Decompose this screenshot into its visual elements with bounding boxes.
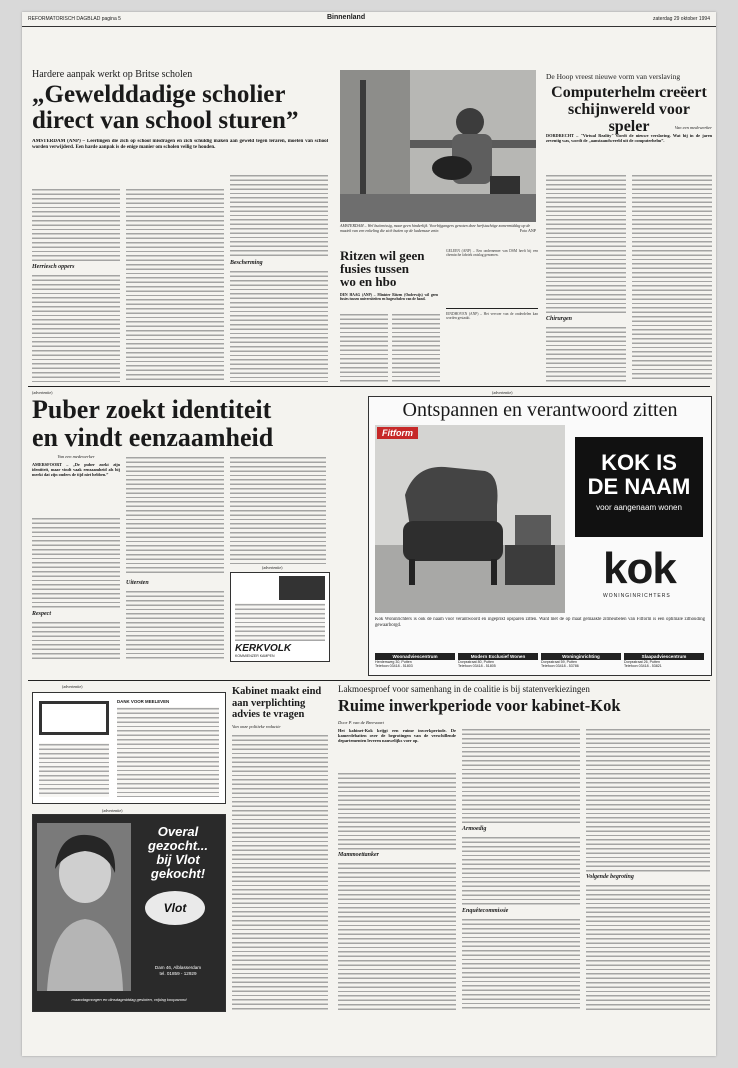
vlot-address: Dam 46, Alblasserdam [154,965,202,970]
article2-col1 [546,174,626,314]
vlot-phone: tel. 01859 - 12929 [159,971,197,976]
article3-col1 [340,313,388,383]
article3-headline-line3: wo en hbo [340,274,397,289]
vlot-footer: maandagmorgen en dinsdagmiddag gesloten, vrijdag koopavond [71,997,187,1002]
paper-name: REFORMATORISCH DAGBLAD pagina 5 [28,16,121,22]
store-4-street: Dorpsstraat 26, Putten [624,660,660,664]
article2-col1b [546,326,626,382]
kok-ad-headline: Ontspannen en verantwoord zitten [402,399,678,421]
article6-col1b [338,862,456,1010]
article1-subhead2: Bescherming [230,260,263,266]
vlot-headline-line3: bij Vlot [156,852,200,867]
store-1-phone: Telefoon 03418 - 51803 [375,664,413,669]
photo-caption [340,224,536,234]
store-1-name: Woonadviescentrum [375,653,455,660]
article5-byline: Van onze politieke redactie [232,724,281,729]
kok-claim-box [575,437,703,537]
article6-lead: Het kabinet-Kok krijgt een ruime inwerkperiode. De kamerdebatten over de begrotingen van de verschillende departementen leveren nauwelijks voer op. [338,728,456,744]
article3-lead: DEN HAAG (ANP) – Minister Ritzen (Onderwijs) wil geen fusies tussen universiteiten en hogescholen van de hand. [340,293,438,302]
kok-ad-body: Kok Woninrichters is ook dé naam voor verantwoord en ingeprikt opsparen zitten. Want met de op maat gemaakte zitmeubelen van Fitform is een optimale zithouding gewaarborgd. [375,617,705,628]
store-1-street: Herdersweg 30, Putten [375,660,412,664]
article4-subhead1: Respect [32,611,51,617]
article4-byline: Van een medewerker [57,454,95,459]
store-3 [541,653,621,669]
article6-headline: Ruime inwerkperiode voor kabinet-Kok [338,696,621,715]
article4-subhead2: Uitersten [126,580,149,586]
notice-right-text [117,707,219,797]
vlot-headline-line2: gezocht... [148,838,208,853]
ad-label-left: (advertentie) [32,390,53,395]
store-4-phone: Telefoon 03418 - 53821 [624,664,662,669]
article6-subhead2: Mammoettanker [338,852,380,858]
store-2 [458,653,538,669]
article4-headline [32,396,362,452]
article1-subhead1: Herriesch oppers [32,264,75,270]
article4-col2b [126,590,224,660]
store-3-name: Woninginrichting [541,653,621,660]
kerkvolk-ad-text [235,603,325,641]
vlot-headline-line4: gekocht! [150,866,206,881]
kerkvolk-ad [230,572,330,662]
kok-claim-line2: DE NAAM [587,474,691,499]
vlot-headline-line1: Overal [157,824,199,839]
armchair-photo [375,425,565,613]
article3-headline [340,249,440,288]
article1-col3b [230,270,328,382]
article1-headline [32,82,332,134]
newspaper-page [22,12,716,1056]
notice-advertisement [32,692,226,804]
issue-date: zaterdag 29 oktober 1994 [653,16,710,22]
article6-col2c [462,918,580,1010]
kok-logo-sub: WONINGINRICHTERS [603,593,671,599]
article5-body [232,734,328,1010]
store-2-street: Dorpsstraat 80, Putten [458,660,494,664]
notice-title: DANK VOOR MEELEVEN [117,699,170,704]
article6-subhead4: Volgende begroting [586,874,634,880]
store-3-street: Dorpsstraat 59, Putten [541,660,577,664]
kerkvolk-title: KERKVOLK [235,643,292,654]
vlot-headline [135,825,221,881]
store-4 [624,653,704,669]
article4-col1 [32,517,120,609]
photo-credit: Foto ANP [519,227,536,233]
store-1 [375,653,455,669]
notice-left-text [39,743,109,797]
article3-col2 [392,313,440,383]
ad-label-kok: (advertentie) [492,390,513,395]
article3-headline-line1: Ritzen wil geen [340,248,425,263]
article2-subhead: Chirurgen [546,316,573,322]
vlot-contact [135,965,221,977]
article6-col3b [586,884,710,1010]
article5-headline-line3: advies te vragen [232,709,305,720]
article4-headline-line1: Puber zoekt identiteit [32,395,272,424]
ad-label-notice: (advertentie) [62,684,83,689]
kok-advertisement [368,396,712,676]
kerkvolk-sub: KOMMIENZER KAMPEN [235,654,275,658]
kok-stores [375,653,705,675]
kerkvolk-box [279,576,325,600]
ad-label-vlot: (advertentie) [102,808,123,813]
ad-label-kerkvolk: (advertentie) [262,565,283,570]
article2-col2 [632,174,712,382]
store-3-phone: Telefoon 03418 - 53786 [541,664,579,669]
article2-headline-line2: schijnwereld voor speler [568,101,690,135]
article6-kicker: Lakmoesproef voor samenhang in de coalitie is bij statenverkiezingen [338,684,590,694]
brief-2: EINDHOVEN (ANP) – Het vervoer van de onderdelen kan worden gestaakt. [446,312,538,321]
article2-kicker: De Hoop vreest nieuwe vorm van verslaving [546,72,681,81]
article4-col3 [230,456,326,564]
article6-subhead1: Armoedig [462,826,487,832]
page-header [22,12,716,27]
brief-1: GELEEN (ANP) – Een ondernemer van DSM heeft bij een chemische fabriek ontslag genomen. [446,249,538,258]
article2-lead: DORDRECHT – "Virtual Reality" wordt de nieuwe verslaving. Wat bij in de jaren zeventig was, wordt de „aanstaandwereld uit de computerhelm”. [546,133,712,143]
article6-subhead3: Enquêtecommissie [462,908,509,914]
article4-col2 [126,456,224,576]
lower-divider [28,680,710,681]
vlot-advertisement [32,814,226,1012]
article1-headline-line1: „Gewelddadige scholier [32,81,286,108]
street-musician-photo [340,70,536,222]
article1-lead: AMSTERDAM (ANP) – Leerlingen die zich op school misdragen en zich schuldig maken aan geweld tegen leraren, moeten van school worden verwijderd. Een harde aanpak is de enige manier om scholen veilig te houden. [32,139,328,150]
article1-col1 [32,188,120,262]
article3-headline-line2: fusies tussen [340,261,409,276]
kok-claim-line3: voor aangenaam wonen [596,503,682,512]
article2-headline-line1: Computerhelm creëert [551,84,707,101]
article2-byline: Van een medewerker [674,125,712,130]
article6-byline: Door P. van de Breevaart [338,720,384,725]
kok-claim-line1: KOK IS [601,450,677,475]
vlot-model-photo [37,823,131,991]
store-2-name: Modern Exclusief Wonen [458,653,538,660]
article4-lead: AMERSFOORT – „De puber zoekt zijn identiteit, maar vindt vaak eenzaamheid als hij merkt dat zijn ouders de tijd niet hebben.” [32,462,120,477]
article6-col2b [462,836,580,906]
fitform-logo: Fitform [377,427,418,439]
article1-col1b [32,274,120,382]
article5-headline-line2: aan verplichting [232,697,306,709]
article1-col3 [230,174,328,258]
kok-logo: kok [603,544,676,593]
article5-headline [232,686,328,721]
notice-monogram [39,701,109,735]
article6-col1 [338,772,456,850]
article1-kicker: Hardere aanpak werkt op Britse scholen [32,69,193,80]
brief-divider [446,308,538,309]
article4-headline-line2: en vindt eenzaamheid [32,423,274,452]
photo-caption-text: AMSTERDAM – Wel buitenissig, maar geen hinderlijk. Voorbijgangers genoten deze herfstachtige zomermiddag op de muziek van een enkeling die zich buiten op de kademuur zette. [340,223,531,233]
article6-col3 [586,728,710,872]
store-2-phone: Telefoon 03418 - 51805 [458,664,496,669]
article5-headline-line1: Kabinet maakt eind [232,686,322,697]
vlot-logo: Vlot [145,891,205,925]
section-title: Binnenland [327,14,366,21]
article1-headline-line2: direct van school sturen” [32,107,299,134]
article1-col2 [126,188,224,382]
fold-divider [28,386,710,387]
article4-col1b [32,621,120,659]
article6-col2 [462,728,580,824]
store-4-name: Slaapadviescentrum [624,653,704,660]
